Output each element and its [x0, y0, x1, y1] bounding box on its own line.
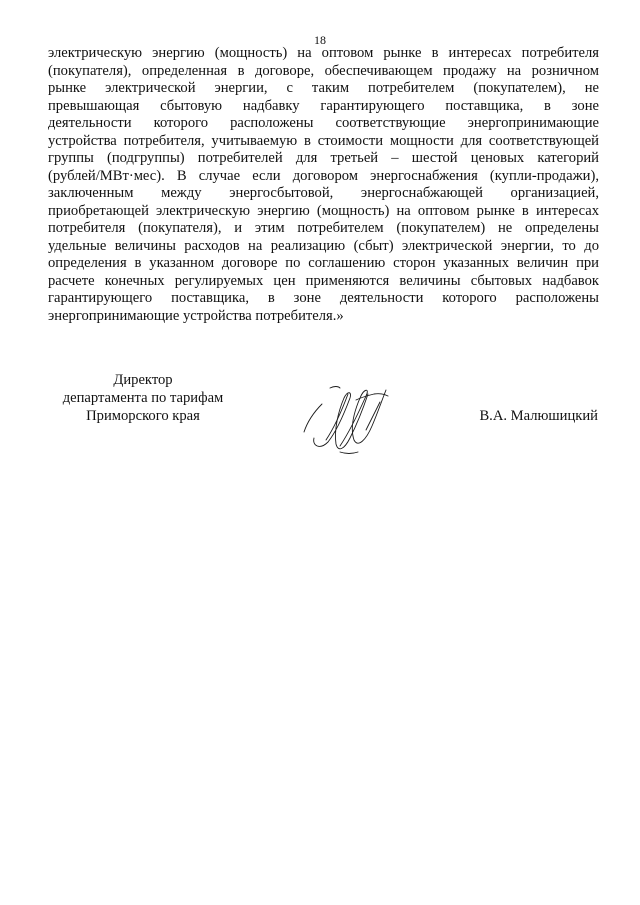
body-line: заключенным между энергосбытовой, энергоснабжающей организацией, — [48, 185, 599, 201]
body-line: гарантирующего поставщика, в зоне деятельности которого расположены — [48, 290, 599, 306]
body-line: потребителя (покупателя), и этим потребителем (покупателем) не определены — [48, 220, 599, 236]
signature-icon — [300, 380, 400, 458]
signer-name: В.А. Малюшицкий — [479, 408, 598, 424]
signer-title — [48, 371, 238, 425]
body-paragraph — [48, 45, 599, 325]
signer-title-line: департамента по тарифам — [62, 390, 224, 406]
body-line: деятельности которого расположены соответствующие энергопринимающие — [48, 115, 599, 131]
page-number: 18 — [314, 33, 326, 47]
body-line: приобретающей электрическую энергию (мощность) на оптовом рынке в интересах — [48, 202, 599, 219]
body-line: (рублей/МВт·мес). В случае если договором энергоснабжения (купли-продажи), — [48, 167, 599, 184]
body-line: расчете конечных регулируемых цен применяются величины сбытовых надбавок — [48, 272, 599, 289]
body-line: группы (подгруппы) потребителей для третьей – шестой ценовых категорий — [48, 150, 599, 166]
signer-title-line: Приморского края — [86, 408, 200, 424]
body-line: удельные величины расходов на реализацию (сбыт) электрической энергии, то до — [48, 237, 599, 254]
body-line: рынке электрической энергии, с таким потребителем (покупателем), не — [48, 80, 599, 96]
body-line: превышающая сбытовую надбавку гарантирующего поставщика, в зоне — [48, 97, 599, 114]
body-line: электрическую энергию (мощность) на оптовом рынке в интересах потребителя — [48, 45, 599, 61]
signer-title-line: Директор — [113, 372, 173, 388]
body-line: энергопринимающие устройства потребителя.» — [48, 307, 344, 324]
body-line: (покупателя), определенная в договоре, обеспечивающем продажу на розничном — [48, 62, 599, 79]
body-line: определения в указанном договоре по соглашению сторон указанных величин при — [48, 255, 599, 271]
body-line: устройства потребителя, учитываемую в стоимости мощности для соответствующей — [48, 132, 599, 149]
